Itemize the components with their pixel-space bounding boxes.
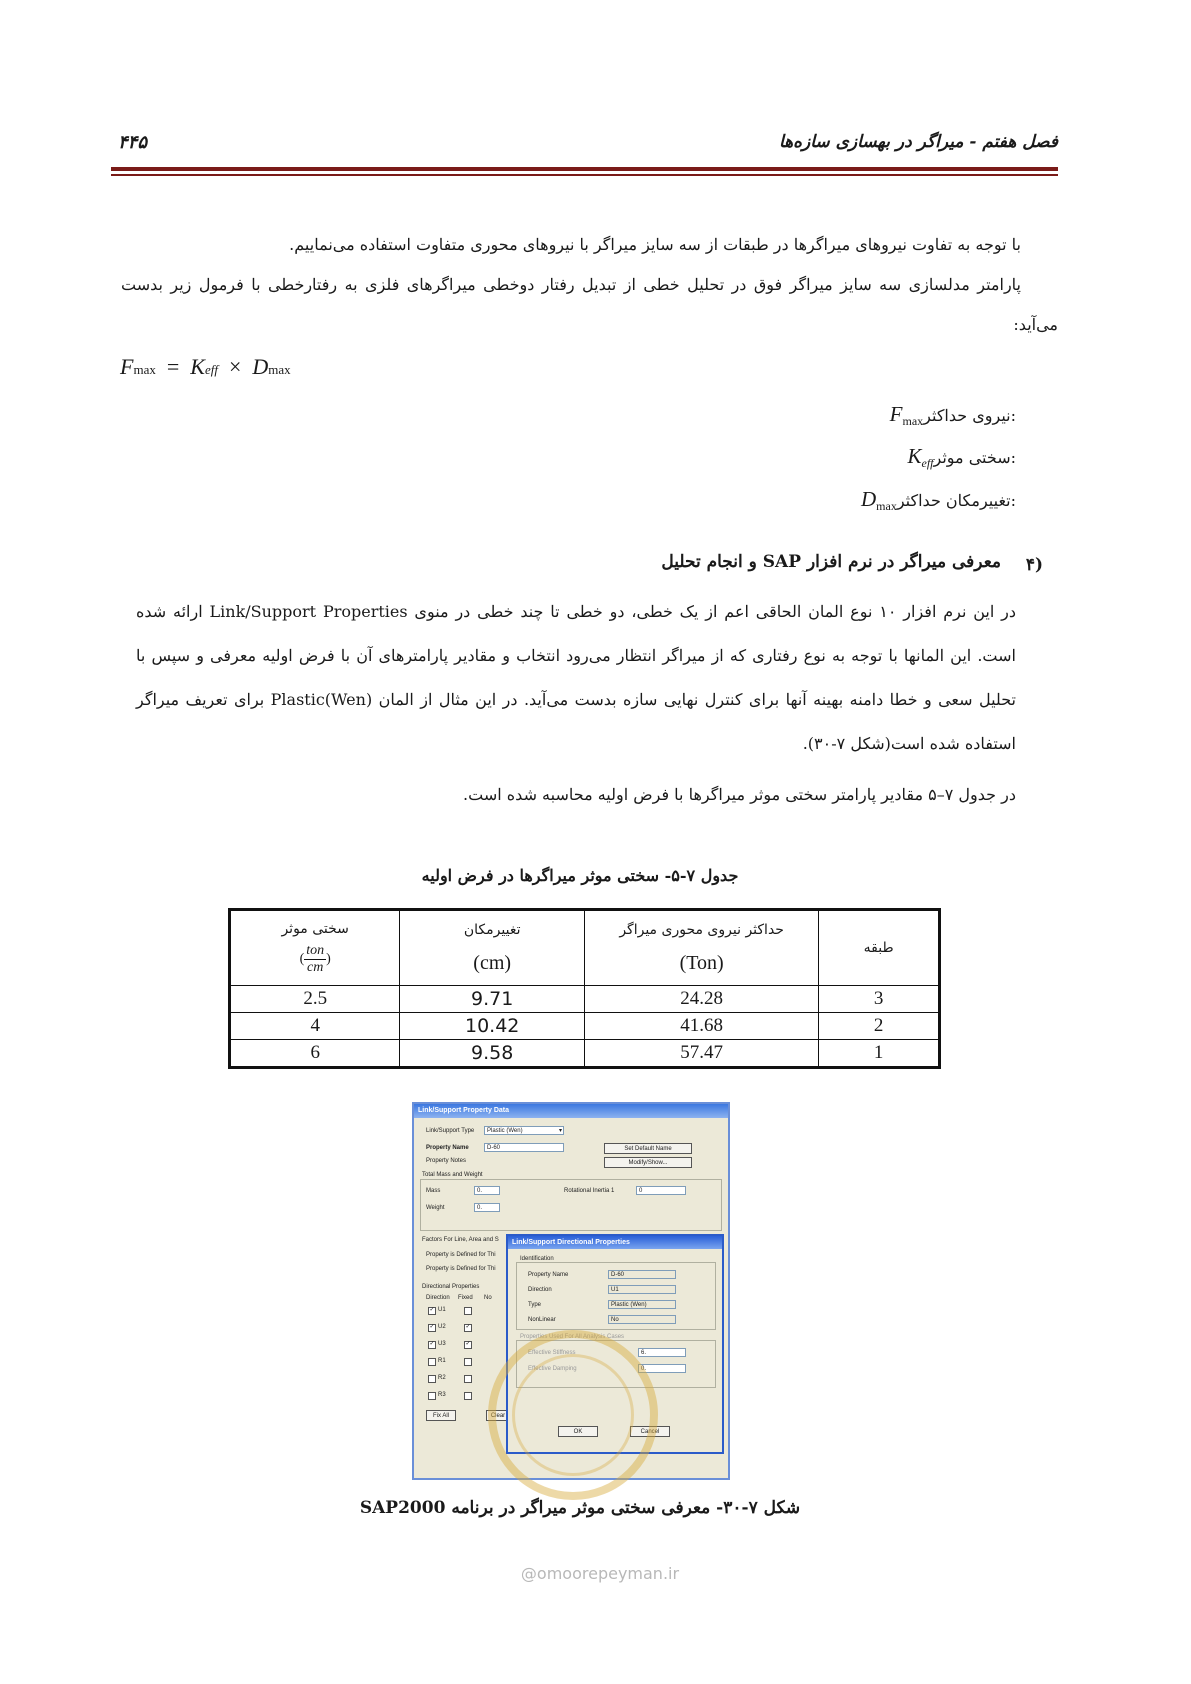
u1-checkbox[interactable]: ✓ [429, 1307, 435, 1313]
cell-stiffness: 2.5 [230, 986, 400, 1013]
formula-d: D [252, 354, 269, 379]
ok-button[interactable]: OK [558, 1426, 598, 1437]
formula-k-sub: eff [204, 362, 218, 377]
u2-checkbox[interactable]: ✓ [429, 1324, 435, 1330]
watermark-seal-inner-ring [512, 1354, 634, 1476]
defined-for-line-label: Property is Defined for Thi [426, 1252, 496, 1258]
cell-force: 24.28 [584, 986, 818, 1013]
cell-force: 41.68 [584, 1013, 818, 1040]
props-group-label: Properties Used For All Analysis Cases [520, 1334, 625, 1340]
prop-name-field: D-60 [608, 1270, 676, 1279]
definition-keff-sub: eff [921, 456, 934, 471]
link-type-label: Link/Support Type [426, 1128, 475, 1134]
weight-label: Weight [426, 1205, 445, 1211]
chevron-down-icon: ▾ [558, 1128, 562, 1134]
stiffness-unit-num: ton [306, 942, 325, 958]
definition-dmax [861, 487, 1016, 514]
u2-fixed-checkbox[interactable]: ✓ [465, 1324, 471, 1330]
paragraph-sap-elements: در این نرم افزار ۱۰ نوع المان الحاقی اعم از یک خطی، دو خطی تا چند خطی در منوی Link/Support Properties ارائه شده است. این المانها با توجه به نوع رفتاری که از میراگر انتظار می‌رود انتخاب و مقادیر پارامترهای آن با فرض اولیه معرفی و سپس با تحلیل سعی و خطا دامنه بهینه آنها برای کنترل نهایی سازه بدست می‌آید. در این مثال از المان Plastic(Wen) برای تعریف میراگر استفاده شده است(شکل ۷-۳۰). [136, 602, 1017, 753]
header-force-unit: (Ton) [679, 951, 724, 974]
damper-stiffness-table [228, 908, 941, 1069]
cell-story: 1 [819, 1040, 940, 1068]
fixed-col-label: Fixed [458, 1295, 473, 1301]
rot-inertia-label: Rotational Inertia 1 [564, 1188, 615, 1194]
dir-u1-label: U1 [438, 1307, 446, 1313]
header-displacement [400, 910, 585, 986]
property-notes-label: Property Notes [426, 1158, 467, 1164]
header-displacement-unit: (cm) [473, 951, 512, 974]
link-type-select[interactable] [484, 1126, 564, 1135]
definition-fmax-symbol: F [889, 402, 903, 426]
effective-stiffness-input[interactable]: 6. [638, 1348, 686, 1357]
nonlinear-label: NonLinear [528, 1317, 556, 1323]
paragraph-table-intro: در جدول ۷–۵ مقادیر پارامتر سختی موثر میراگرها با فرض اولیه محاسبه شده است. [463, 785, 1016, 804]
definition-fmax [890, 402, 1016, 429]
definition-keff-text: :سختی موثر [933, 448, 1016, 467]
direction-col-label: Direction [426, 1295, 450, 1301]
property-name-input[interactable]: D-60 [484, 1143, 564, 1152]
dir-r2-label: R2 [438, 1375, 446, 1381]
mass-group-label: Total Mass and Weight [422, 1172, 483, 1178]
identification-label: Identification [520, 1256, 554, 1262]
paragraph-model-params: پارامتر مدلسازی سه سایز میراگر فوق در تحلیل خطی از تبدیل رفتار دوخطی میراگرهای فلزی به رفتارخطی با فرمول زیر بدست [121, 275, 1022, 294]
table-header-row [230, 910, 940, 986]
clear-all-button[interactable]: Clear [486, 1410, 510, 1421]
u3-checkbox[interactable]: ✓ [429, 1341, 435, 1347]
cell-force: 57.47 [584, 1040, 818, 1068]
cell-displacement: 9.58 [400, 1040, 585, 1068]
paragraph-model-params-end: می‌آید: [1013, 315, 1058, 334]
definition-dmax-sub: max [876, 499, 897, 514]
header-stiffness-label: سختی موثر [281, 920, 349, 937]
directional-group-label: Directional Properties [422, 1284, 480, 1290]
stiffness-unit-den: cm [307, 959, 324, 975]
nonlinear-col-label: No [484, 1295, 492, 1301]
header-force [584, 910, 818, 986]
header-stiffness-paren-open: ( [299, 951, 305, 967]
u1-fixed-checkbox[interactable] [464, 1307, 472, 1315]
formula-d-sub: max [268, 362, 291, 377]
link-type-value: Plastic (Wen) [487, 1128, 523, 1134]
site-watermark: @omoorepeyman.ir [520, 1564, 680, 1583]
direction-label: Direction [528, 1287, 552, 1293]
section-number: ۴) [1025, 555, 1043, 575]
dir-r3-label: R3 [438, 1392, 446, 1398]
figure-caption: شکل ۷-۳۰- معرفی سختی موثر میراگر در برنامه SAP2000 [359, 1498, 801, 1518]
cell-story: 3 [819, 986, 940, 1013]
nonlinear-field: No [608, 1315, 676, 1324]
table-row [230, 1013, 940, 1040]
definition-fmax-text: :نیروی حداکثر [923, 406, 1016, 425]
header-force-label: حداکثر نیروی محوری میراگر [619, 921, 784, 938]
type-label: Type [528, 1302, 542, 1308]
header-story [819, 910, 940, 986]
stiffness-formula [120, 354, 291, 380]
directional-dialog-titlebar: Link/Support Directional Properties [508, 1236, 722, 1249]
r2-fixed-checkbox[interactable] [464, 1375, 472, 1383]
cell-stiffness: 6 [230, 1040, 400, 1068]
definition-dmax-symbol: D [860, 487, 877, 511]
header-story-label: طبقه [863, 940, 894, 956]
section-title: معرفی میراگر در نرم افزار SAP و انجام تحلیل [661, 552, 1001, 572]
table-row [230, 1040, 940, 1068]
r1-fixed-checkbox[interactable] [464, 1358, 472, 1366]
page-number: ۴۴۵ [118, 132, 148, 153]
prop-name-label: Property Name [528, 1272, 569, 1278]
defined-for-area-label: Property is Defined for Thi [426, 1266, 496, 1272]
header-displacement-label: تغییرمکان [463, 921, 521, 938]
header-stiffness-unit [304, 943, 326, 976]
modify-show-button[interactable]: Modify/Show... [604, 1157, 692, 1168]
cell-story: 2 [819, 1013, 940, 1040]
header-rule-thick [111, 167, 1058, 171]
cell-displacement: 9.71 [400, 986, 585, 1013]
formula-f: F [120, 354, 134, 379]
dir-r1-label: R1 [438, 1358, 446, 1364]
formula-times: × [228, 354, 242, 379]
formula-f-sub: max [133, 362, 156, 377]
r1-checkbox[interactable] [428, 1358, 436, 1366]
effective-stiffness-label: Effective Stiffness [528, 1350, 576, 1356]
dir-u3-label: U3 [438, 1341, 446, 1347]
table-row [230, 986, 940, 1013]
mass-label: Mass [426, 1188, 441, 1194]
factors-label: Factors For Line, Area and S [422, 1237, 499, 1243]
header-rule-thin [111, 174, 1058, 176]
r3-checkbox[interactable] [428, 1392, 436, 1400]
r2-checkbox[interactable] [428, 1375, 436, 1383]
table-caption: جدول ۷-۵- سختی موثر میراگرها در فرض اولیه [421, 866, 739, 885]
fix-all-button[interactable]: Fix All [426, 1410, 456, 1421]
formula-k: K [190, 354, 205, 379]
weight-input[interactable]: 0. [474, 1203, 500, 1212]
r3-fixed-checkbox[interactable] [464, 1392, 472, 1400]
definition-fmax-sub: max [902, 414, 924, 429]
header-stiffness [230, 910, 400, 986]
set-default-name-button[interactable]: Set Default Name [604, 1143, 692, 1154]
dir-u2-label: U2 [438, 1324, 446, 1330]
rot-inertia-input[interactable]: 0 [636, 1186, 686, 1195]
mass-input[interactable]: 0. [474, 1186, 500, 1195]
formula-equals: = [166, 354, 180, 379]
definition-keff [907, 444, 1016, 471]
header-stiffness-paren-close: ) [326, 951, 331, 967]
cell-displacement: 10.42 [400, 1013, 585, 1040]
definition-keff-symbol: K [907, 444, 922, 468]
effective-damping-label: Effective Damping [528, 1366, 577, 1372]
definition-dmax-text: :تغییرمکان حداکثر [896, 491, 1016, 510]
direction-field: U1 [608, 1285, 676, 1294]
property-name-label: Property Name [426, 1145, 469, 1151]
cancel-button[interactable]: Cancel [630, 1426, 670, 1437]
chapter-title: فصل هفتم - میراگر در بهسازی سازه‌ها [778, 132, 1058, 152]
type-field: Plastic (Wen) [608, 1300, 676, 1309]
u3-fixed-checkbox[interactable]: ✓ [465, 1341, 471, 1347]
dialog-titlebar: Link/Support Property Data [414, 1104, 728, 1118]
effective-damping-input[interactable]: 0. [638, 1364, 686, 1373]
cell-stiffness: 4 [230, 1013, 400, 1040]
paragraph-intro: با توجه به تفاوت نیروهای میراگرها در طبقات از سه سایز میراگر با نیروهای محوری متفاوت استفاده می‌نماییم. [289, 235, 1021, 254]
